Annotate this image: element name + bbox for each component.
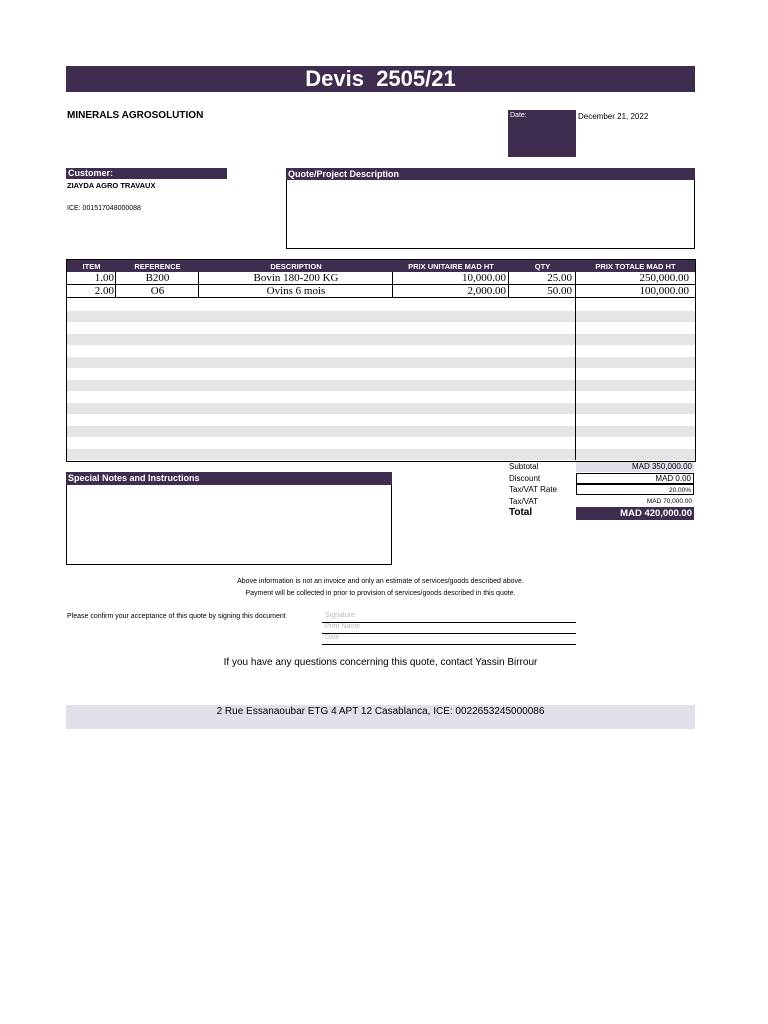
contact-line: If you have any questions concerning this quote, contact Yassin Birrour xyxy=(223,657,538,668)
discount-value: MAD 0.00 xyxy=(576,473,694,484)
empty-row-stripe xyxy=(67,357,695,368)
customer-ice: ICE: 001517048000088 xyxy=(67,205,141,212)
disclaimer-line-1: Above information is not an invoice and only an estimate of services/goods described above. xyxy=(237,578,524,585)
date-label-box: Date: xyxy=(508,110,576,157)
col-divider xyxy=(575,272,576,460)
col-unit-price: PRIX UNITAIRE MAD HT xyxy=(408,262,494,271)
col-item: ITEM xyxy=(82,262,101,271)
row-description: Ovins 6 mois xyxy=(266,285,326,297)
subtotal-value: MAD 350,000.00 xyxy=(576,462,694,472)
empty-row-stripe xyxy=(67,334,695,345)
tax-value: MAD 70,000.00 xyxy=(646,498,692,505)
table-row xyxy=(67,285,695,298)
disclaimer-line-2: Payment will be collected in prior to provision of services/goods described in this quote. xyxy=(245,590,516,597)
col-qty: QTY xyxy=(534,262,551,271)
signature-field[interactable]: Signature xyxy=(322,612,576,623)
empty-row-stripe xyxy=(67,311,695,322)
company-name: MINERALS AGROSOLUTION xyxy=(67,110,204,121)
print-name-field[interactable]: Print Name xyxy=(322,623,576,634)
tax-rate-label: Tax/VAT Rate xyxy=(509,485,558,494)
footer-address: 2 Rue Essanaoubar ETG 4 APT 12 Casablanca, ICE: 0022653245000086 xyxy=(66,705,695,729)
acceptance-text: Please confirm your acceptance of this quote by signing this document xyxy=(67,613,286,620)
col-divider xyxy=(508,272,509,298)
customer-heading: Customer: xyxy=(66,168,227,179)
col-divider xyxy=(392,272,393,298)
notes-box xyxy=(66,485,392,565)
subtotal-label: Subtotal xyxy=(509,462,539,471)
discount-label: Discount xyxy=(509,474,541,483)
col-description: DESCRIPTION xyxy=(270,262,322,271)
empty-row-stripe xyxy=(67,380,695,391)
col-reference: REFERENCE xyxy=(134,262,181,271)
tax-rate-value: 20.00% xyxy=(576,484,694,495)
quote-project-heading: Quote/Project Description xyxy=(286,168,695,180)
row-description: Bovin 180-200 KG xyxy=(253,272,339,284)
row-total: 100,000.00 xyxy=(639,285,689,297)
row-unit-price: 2,000.00 xyxy=(467,285,506,297)
row-item: 1.00 xyxy=(94,272,114,284)
row-reference: B200 xyxy=(145,272,170,284)
empty-row-stripe xyxy=(67,426,695,437)
date-value: December 21, 2022 xyxy=(578,112,649,121)
row-qty: 50.00 xyxy=(547,285,572,297)
customer-name: ZIAYDA AGRO TRAVAUX xyxy=(67,181,156,190)
table-row xyxy=(67,272,695,285)
empty-row-stripe xyxy=(67,449,695,460)
row-qty: 25.00 xyxy=(547,272,572,284)
total-label: Total xyxy=(509,507,533,518)
items-table xyxy=(66,259,696,462)
notes-heading: Special Notes and Instructions xyxy=(66,472,392,485)
quote-title: Devis 2505/21 xyxy=(66,66,695,92)
col-divider xyxy=(198,272,199,298)
row-item: 2.00 xyxy=(94,285,114,297)
quote-project-box xyxy=(286,180,695,249)
row-unit-price: 10,000.00 xyxy=(462,272,506,284)
total-value: MAD 420,000.00 xyxy=(576,507,694,520)
col-total: PRIX TOTALE MAD HT xyxy=(595,262,676,271)
empty-row-stripe xyxy=(67,403,695,414)
date-field[interactable]: Date xyxy=(322,634,576,645)
col-divider xyxy=(115,272,116,298)
tax-label: Tax/VAT xyxy=(509,497,539,506)
row-reference: O6 xyxy=(150,285,165,297)
items-table-header xyxy=(67,260,695,272)
row-total: 250,000.00 xyxy=(639,272,689,284)
